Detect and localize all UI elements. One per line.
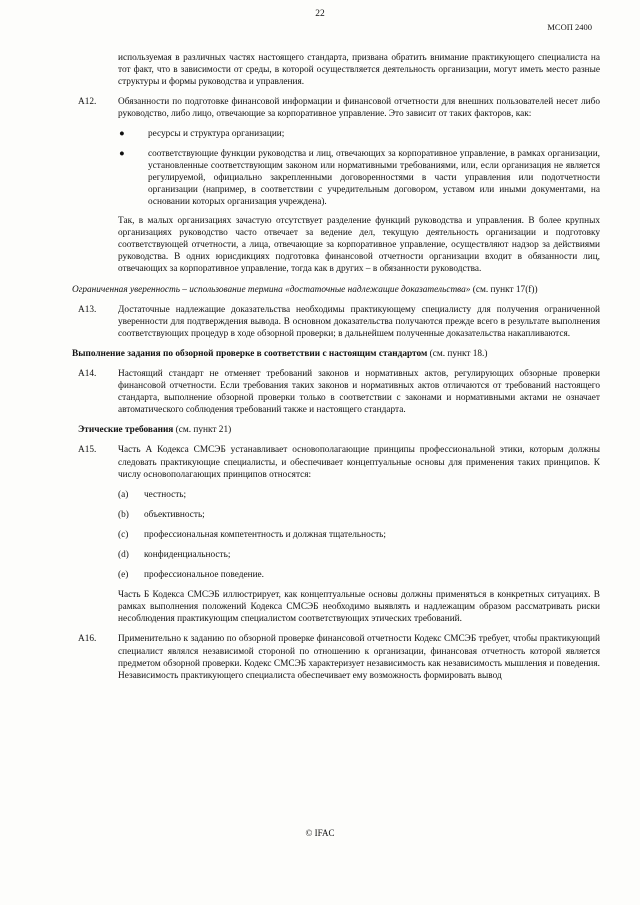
list-label: (d) <box>118 550 129 560</box>
bullet-item <box>118 128 600 140</box>
heading-text: Выполнение задания по обзорной проверке в соответствии с настоящим стандартом <box>72 348 428 359</box>
paragraph-text: Обязанности по подготовке финансовой информации и финансовой отчетности для внешних пользователей несет либо руководство, либо лицо, отвечающие за корпоративное управление. Это зависит от таких факторов, как: <box>118 97 600 120</box>
list-item <box>118 549 600 561</box>
document-body <box>72 52 600 690</box>
paragraph-a15-continuation: Часть Б Кодекса СМСЭБ иллюстрирует, как концептуальные основы должны применяться в конкретных ситуациях. В рамках выполнения положений Кодекса СМСЭБ необходимо выявлять и надлежащим образом рассматривать риски несоблюдения практикующим специалистом соответствующих этических требований. <box>118 590 600 625</box>
standard-code: МСОП 2400 <box>547 22 592 32</box>
list-item <box>118 529 600 541</box>
paragraph-a14 <box>78 368 600 416</box>
bullet-text: соответствующие функции руководства и лиц, отвечающих за корпоративное управление, в рамках организации, установленные соответствующим законом или нормативными требованиями, или, если организация не является регулируемой, официально закрепленными договоренностями в части управления или подотчетности организации (например, в соответствии с учредительным договором, уставом или иными документами, на основании которых организация учреждена). <box>148 148 600 207</box>
bullet-item <box>118 148 600 208</box>
bullet-text: ресурсы и структура организации; <box>148 129 285 140</box>
heading-ref: (см. пункт 17(f)) <box>470 284 538 295</box>
section-heading-performance <box>72 348 600 360</box>
list-text: конфиденциальность; <box>144 550 231 560</box>
list-label: (b) <box>118 509 129 520</box>
footer-copyright: © IFAC <box>305 828 335 838</box>
paragraph-a15 <box>78 444 600 480</box>
list-text: объективность; <box>144 509 205 520</box>
section-heading-ethics <box>78 424 606 436</box>
list-text: профессиональная компетентность и должная тщательность; <box>144 529 386 540</box>
list-label: (e) <box>118 570 129 581</box>
bullet-icon: ● <box>119 148 125 159</box>
paragraph-number: A16. <box>78 634 97 645</box>
list-item <box>118 489 600 501</box>
paragraph-number: A15. <box>78 445 97 456</box>
paragraph-a12-continuation: Так, в малых организациях зачастую отсутствует разделение функций руководства и управления. В более крупных организациях руководство часто отвечает за ведение дел, текущую деятельность организации и подготовку соответствующей отчетности, а лица, отвечающие за корпоративное управление, осуществляют надзор за действиями руководства. В одних юрисдикциях подготовка финансовой отчетности организации входит в обязанности лиц, отвечающих за корпоративное управление, тогда как в других – в обязанности руководства. <box>118 216 600 275</box>
bullet-icon: ● <box>119 129 125 140</box>
paragraph-text: Часть А Кодекса СМСЭБ устанавливает основополагающие принципы профессиональной этики, которым должны следовать практикующие специалисты, и обеспечивает концептуальные основы для применения таких принципов. К числу основополагающих принципов относятся: <box>118 445 600 480</box>
paragraph-a12 <box>78 96 600 120</box>
paragraph-number: A14. <box>78 368 97 379</box>
heading-ref: (см. пункт 18.) <box>427 348 488 359</box>
heading-text: Этические требования <box>78 425 174 436</box>
paragraph-a13 <box>78 304 600 340</box>
list-label: (a) <box>118 489 129 500</box>
paragraph-text: Достаточные надлежащие доказательства необходимы практикующему специалисту для получения ограниченной уверенности для подтверждения вывода. В основном доказательства получаются прежде всего в результате выполнения соответствующих процедур в ходе обзорной проверки; в дальнейшем полученные доказательства накапливаются. <box>118 304 600 339</box>
heading-text: Ограниченная уверенность – использование термина «достаточные надлежащие доказательства» <box>72 284 471 295</box>
list-text: профессиональное поведение. <box>144 570 265 581</box>
paragraph-text: Применительно к заданию по обзорной проверке финансовой отчетности Кодекс СМСЭБ требует, чтобы практикующий специалист являлся независимой стороной по отношению к организации, финансовая отчетность которой является предметом обзорной проверки. Кодекс СМСЭБ характеризует независимость как независимость мышления и поведения. Независимость практикующего специалиста обеспечивает ему возможность формировать вывод <box>118 634 600 681</box>
list-label: (c) <box>118 529 129 540</box>
list-text: честность; <box>144 489 187 500</box>
paragraph-number: A13. <box>78 304 97 315</box>
heading-ref: (см. пункт 21) <box>173 425 232 436</box>
section-heading-limited-assurance <box>72 284 600 296</box>
page-number: 22 <box>315 9 325 19</box>
list-item <box>118 509 600 521</box>
paragraph-number: A12. <box>78 97 97 108</box>
intro-continuation: используемая в различных частях настоящего стандарта, призвана обратить внимание практикующего специалиста на тот факт, что в зависимости от среды, в которой осуществляется деятельность организации, могут иметь место разные структуры и формы руководства и управления. <box>118 53 600 88</box>
paragraph-a16 <box>78 633 600 681</box>
paragraph-text: Настоящий стандарт не отменяет требований законов и нормативных актов, регулирующих обзорные проверки финансовой отчетности. Если требования таких законов и нормативных актов отличаются от требований настоящего стандарта, выполнение обзорной проверки только в соответствии с законами и нормативными актами не означает автоматического соблюдения требований также и настоящего стандарта. <box>118 368 600 416</box>
list-item <box>118 569 600 581</box>
